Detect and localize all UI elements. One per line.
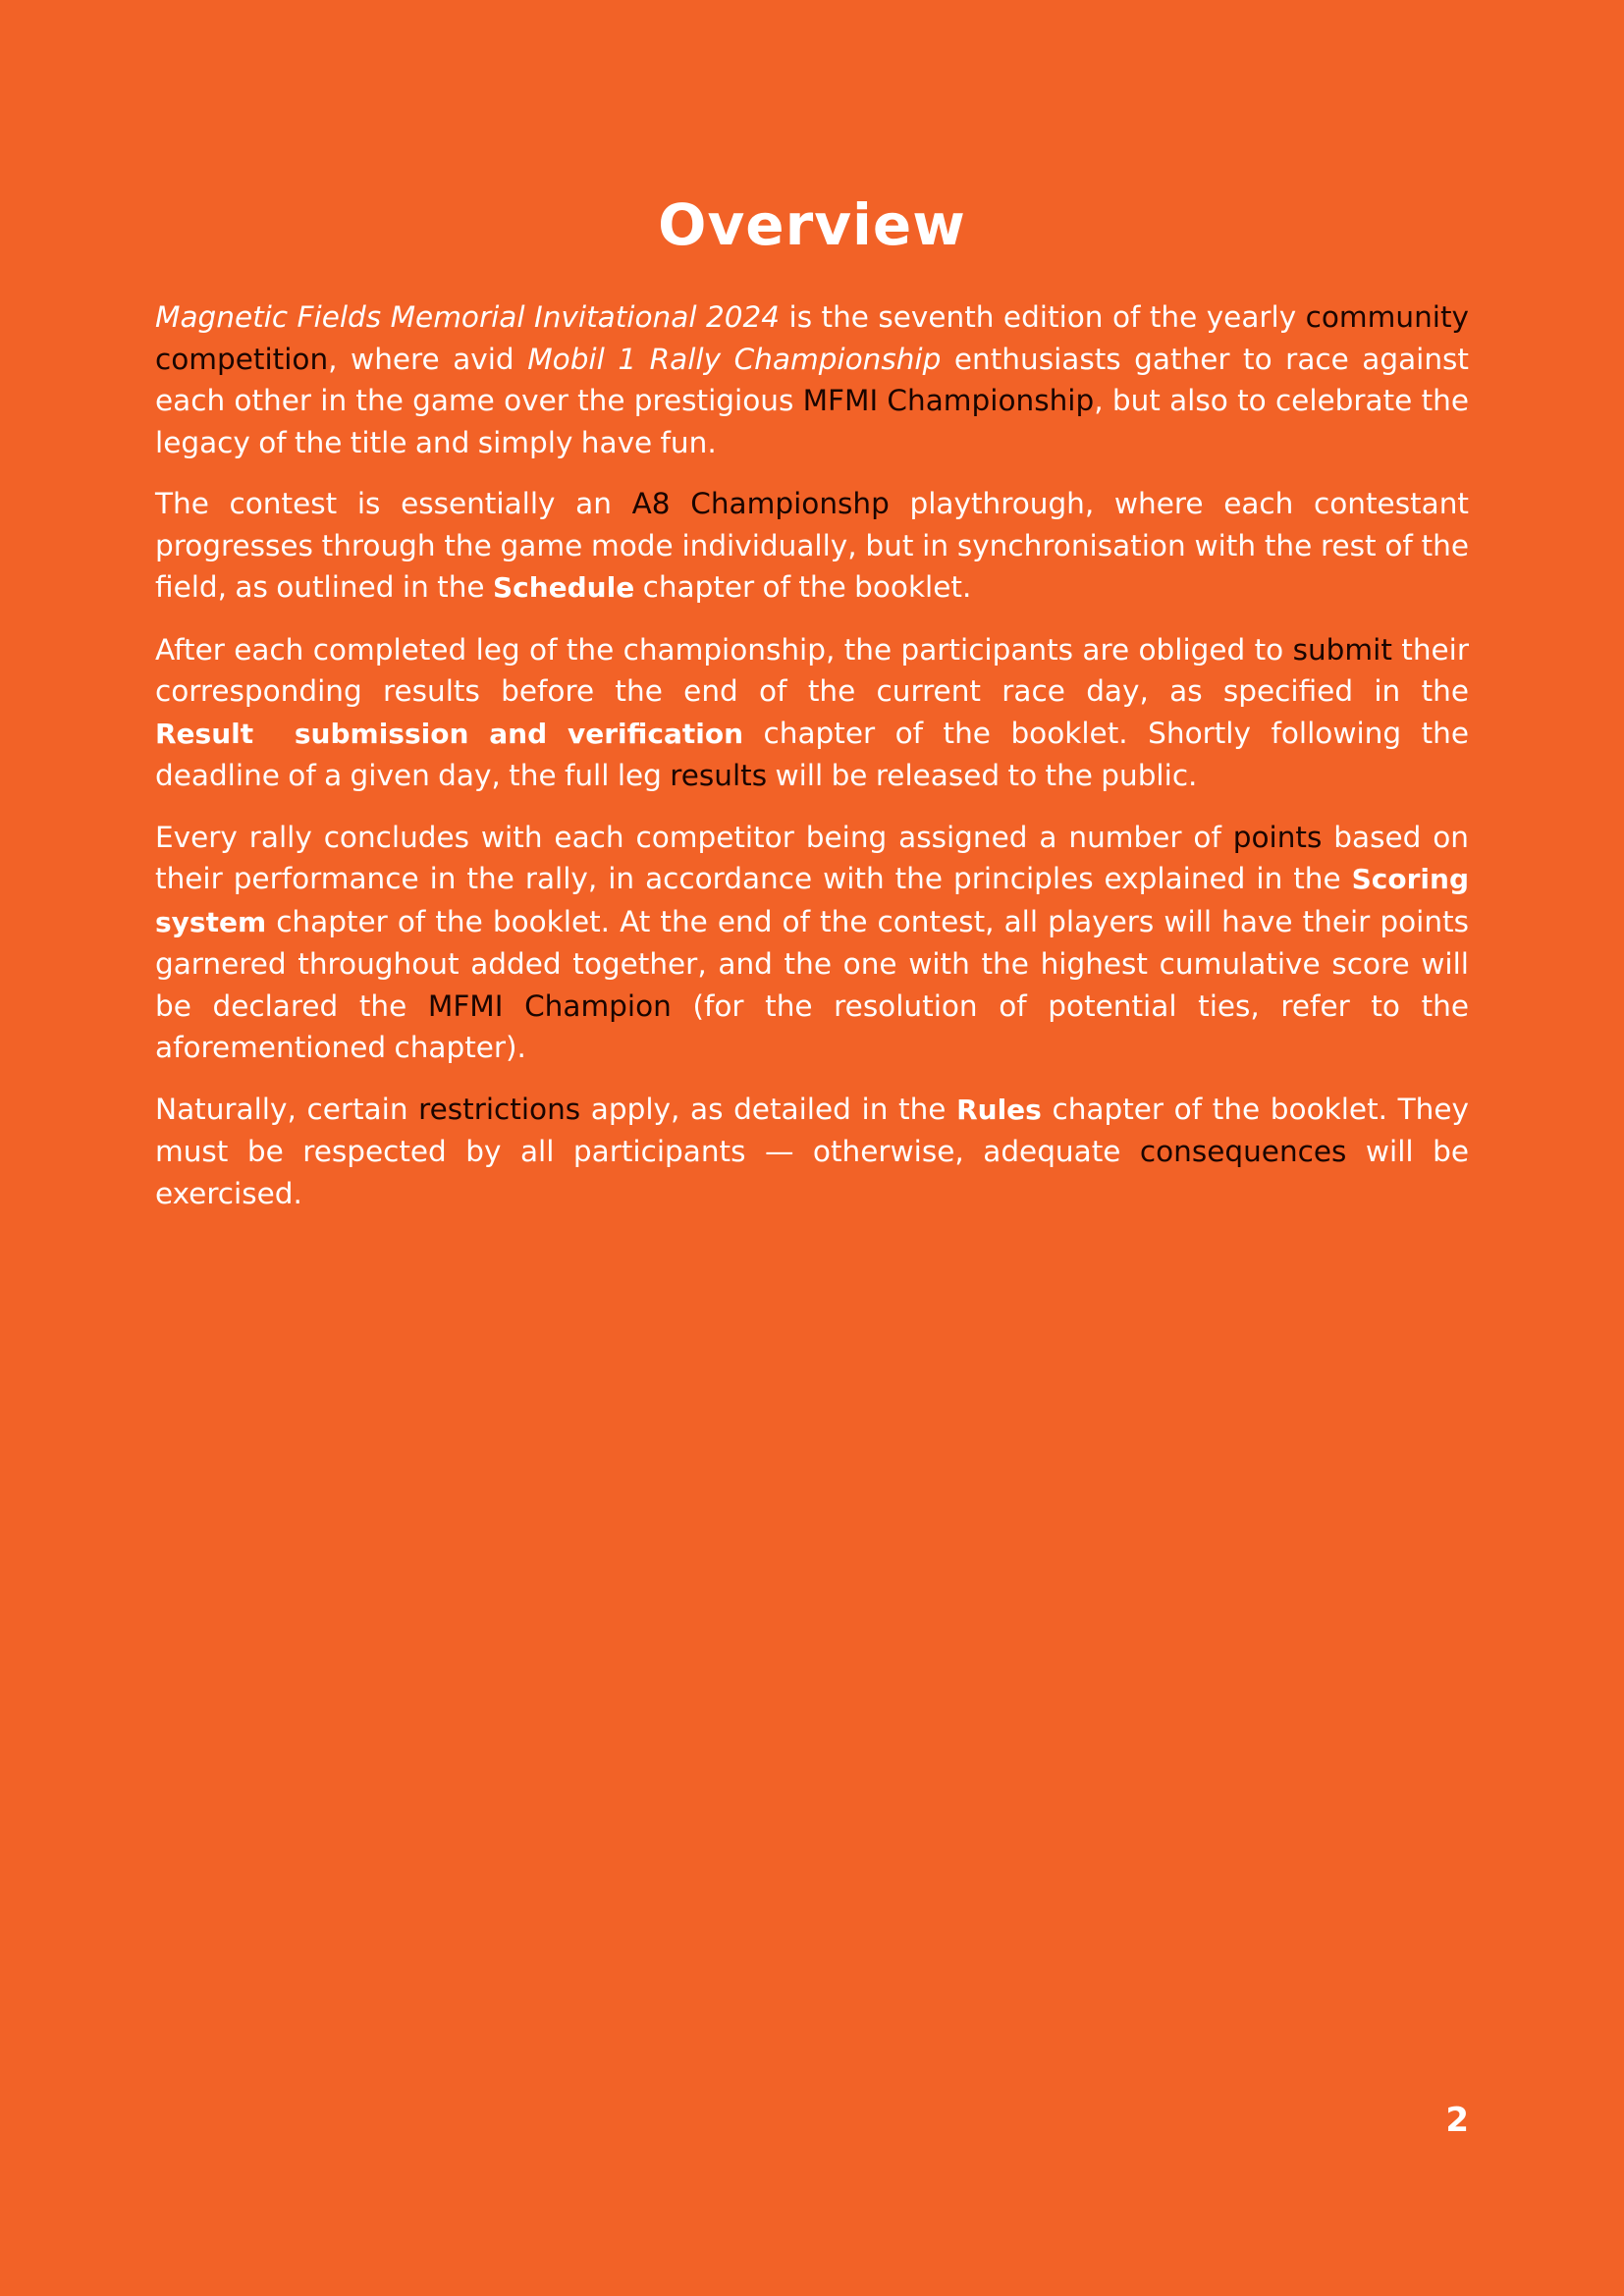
submit-link[interactable]: submit [1292,632,1392,667]
paragraph-text: apply, as detailed in the [580,1092,957,1126]
rules-chapter-ref: Rules [956,1093,1042,1126]
schedule-chapter-ref: Schedule [492,571,635,604]
paragraph-text: chapter of the booklet. They must be respected by all participants — otherwise, adequate [155,1092,1469,1168]
paragraph-intro [155,296,1469,463]
restrictions-link[interactable]: restrictions [418,1092,581,1126]
paragraph-text: their corresponding results before the end of the current race day, as specified in the [155,632,1469,708]
community-competition-link[interactable]: community competition [155,300,1469,376]
paragraph-text: , where avid [328,342,528,376]
paragraph-text: , but also to celebrate the legacy of the title and simply have fun. [155,384,1469,459]
result-submission-chapter-ref: Result submission and verification [155,717,744,750]
game-name: Mobil 1 Rally Championship [527,342,942,376]
event-name: Magnetic Fields Memorial Invitational 2024 [155,300,781,334]
paragraph-text: (for the resolution of potential ties, refer to the aforementioned chapter). [155,988,1469,1064]
paragraph-text: chapter of the booklet. At the end of the contest, all players will have their points garnered throughout added together, and the one with the highest cumulative score will be declared the [155,904,1469,1023]
results-link[interactable]: results [670,759,768,792]
paragraph-text: Naturally, certain [155,1092,419,1126]
paragraph-text: enthusiasts gather to race against each other in the game over the prestigious [155,342,1469,417]
paragraph-text: is the seventh edition of the yearly [780,300,1306,334]
paragraph-submission [155,629,1469,797]
points-link[interactable]: points [1232,820,1323,854]
consequences-link[interactable]: consequences [1139,1135,1347,1168]
paragraph-text: chapter of the booklet. Shortly following the deadline of a given day, the full leg [155,716,1469,792]
paragraph-scoring [155,817,1469,1069]
paragraph-text: will be released to the public. [767,759,1198,792]
paragraph-contest [155,483,1469,610]
paragraph-rules [155,1089,1469,1215]
paragraph-text: will be exercised. [155,1135,1469,1210]
page-title: Overview [658,191,966,258]
paragraph-text: playthrough, where each contestant progresses through the game mode individually, but in synchronisation with the rest of the field, as outlined in the [155,487,1469,604]
paragraph-text: Every rally concludes with each competitor being assigned a number of [155,820,1233,854]
mfmi-championship-link[interactable]: MFMI Championship [802,384,1095,417]
paragraph-text: chapter of the booklet. [634,570,972,604]
paragraph-text: based on their performance in the rally, in accordance with the principles explained in the [155,820,1469,895]
paragraph-text: After each completed leg of the championship, the participants are obliged to [155,632,1293,667]
page-number: 2 [1445,2101,1469,2140]
scoring-system-chapter-ref: Scoring system [155,863,1469,938]
a8-championship-link[interactable]: A8 Championshp [631,487,890,520]
mfmi-champion-link[interactable]: MFMI Champion [427,988,672,1023]
paragraph-text: The contest is essentially an [155,487,632,520]
overview-body [155,296,1469,1234]
